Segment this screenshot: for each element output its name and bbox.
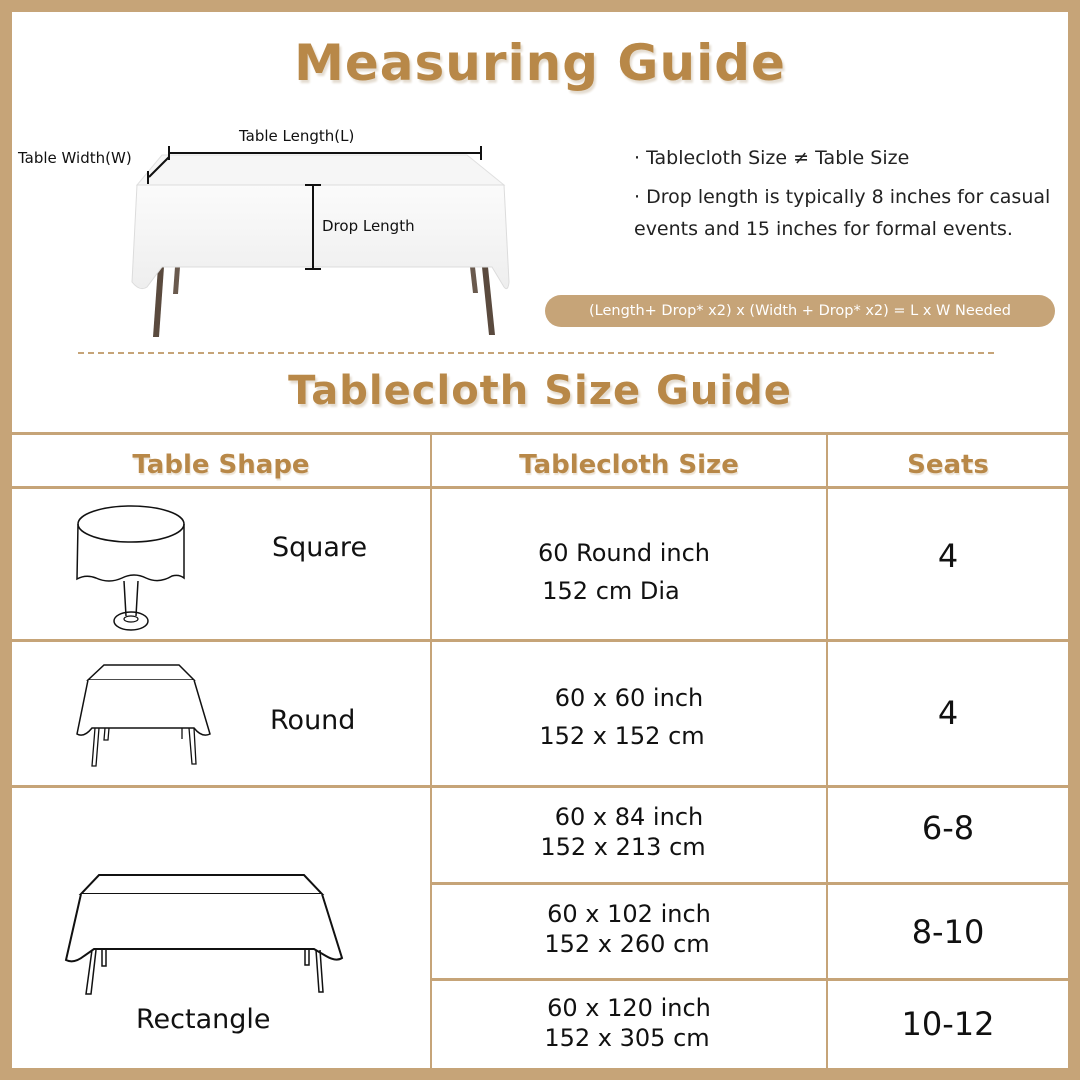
size-cell: [432, 679, 826, 755]
seats-cell: 4: [937, 537, 959, 575]
header-tablecloth-size: Tablecloth Size: [519, 450, 739, 480]
header-table-shape: Table Shape: [132, 450, 310, 480]
measuring-notes: [634, 142, 1054, 252]
table-border-top: [12, 432, 1068, 435]
size-guide-title: Tablecloth Size Guide: [288, 368, 792, 414]
square-table-icon: [74, 662, 224, 772]
size-inch: 60 x 102 inch: [547, 900, 711, 928]
size-cm: 152 x 213 cm: [540, 833, 706, 861]
size-cell: [432, 802, 826, 862]
measuring-guide-title: Measuring Guide: [294, 34, 786, 92]
section-divider: [78, 352, 994, 354]
seats-cell: 4: [937, 694, 959, 732]
size-cm: 152 cm Dia: [542, 577, 680, 605]
note-size-difference: · Tablecloth Size ≠ Table Size: [634, 147, 910, 169]
seats-cell: 8-10: [911, 913, 985, 951]
table-length-label: Table Length(L): [239, 127, 355, 145]
table-width-label: Table Width(W): [18, 149, 132, 167]
seats-cell: 6-8: [921, 809, 975, 847]
table-row-divider: [432, 978, 1068, 981]
size-cm: 152 x 305 cm: [544, 1024, 710, 1052]
size-cell: [432, 534, 826, 610]
shape-label-square: Square: [272, 532, 368, 563]
round-table-icon: [74, 504, 194, 634]
note-drop-length: · Drop length is typically 8 inches for casual events and 15 inches for formal events.: [634, 186, 1051, 240]
size-cell: [432, 993, 826, 1053]
shape-label-rectangle: Rectangle: [136, 1004, 271, 1035]
table-col-divider: [826, 432, 828, 1068]
table-row-divider: [12, 785, 1068, 788]
seats-cell: 10-12: [901, 1005, 995, 1043]
formula-badge: (Length+ Drop* x2) x (Width + Drop* x2) = L x W Needed: [545, 295, 1055, 327]
size-inch: 60 x 84 inch: [554, 803, 704, 831]
size-inch: 60 x 120 inch: [547, 994, 711, 1022]
drop-length-label: Drop Length: [322, 217, 415, 235]
size-inch: 60 x 60 inch: [554, 684, 704, 712]
size-cell: [432, 899, 826, 959]
measuring-guide-page: [12, 12, 1068, 1068]
size-inch: 60 Round inch: [537, 539, 711, 567]
rectangle-table-icon: [64, 872, 354, 997]
size-cm: 152 x 260 cm: [544, 930, 710, 958]
table-row-divider: [432, 882, 1068, 885]
table-measure-diagram: [12, 107, 572, 347]
header-seats: Seats: [907, 450, 989, 480]
table-row-divider: [12, 639, 1068, 642]
size-cm: 152 x 152 cm: [539, 722, 705, 750]
shape-label-round: Round: [270, 705, 356, 736]
